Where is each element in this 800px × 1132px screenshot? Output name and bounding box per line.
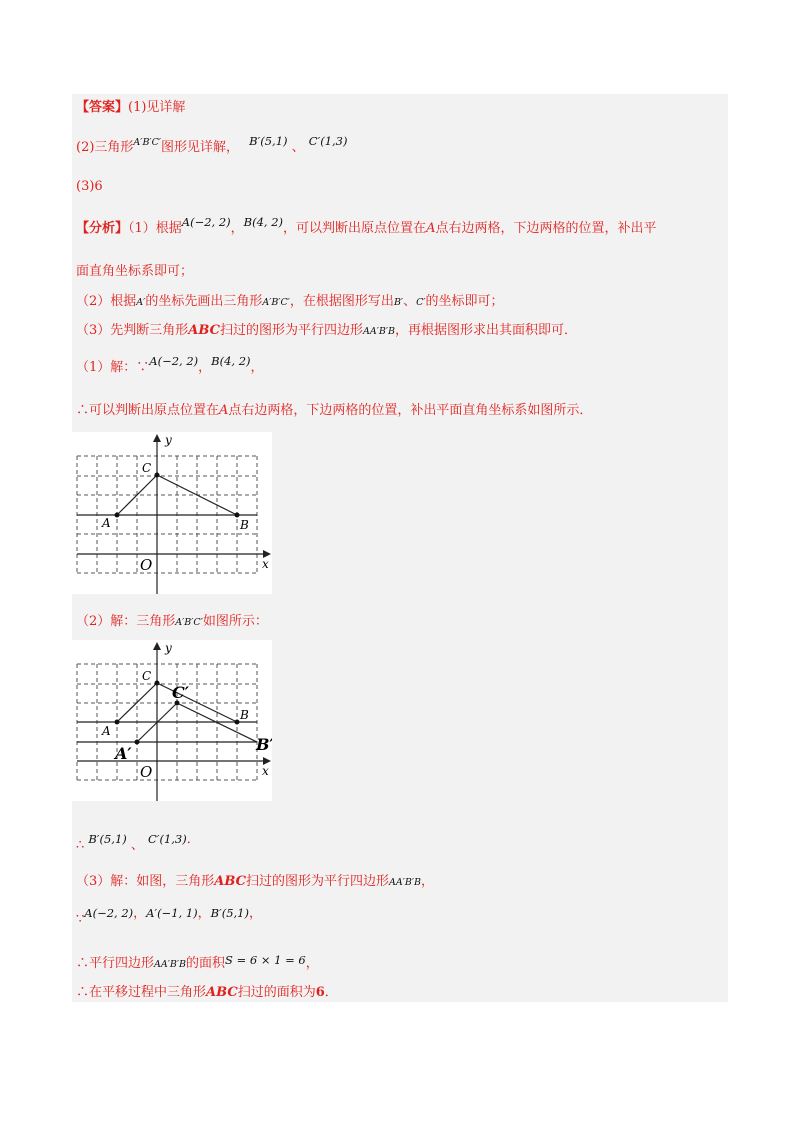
analysis-line-2 (76, 263, 193, 281)
figure-2-b-prime-label: B′ (256, 735, 272, 754)
solution-3-text: 扫过的图形为平行四边形 (245, 874, 389, 889)
figure-1-y-arrow (153, 434, 161, 442)
solution-1-comma: ， (198, 360, 212, 375)
solution-1-point-a: A(−2, 2) (149, 354, 199, 368)
solution-2-end: ． (186, 832, 200, 847)
solution-3-point-a: A(−2, 2) (84, 906, 134, 920)
analysis-p1-text-4: 面直角坐标系即可； (76, 264, 194, 279)
answer-sep: 、 (291, 140, 305, 155)
figure-2-y-arrow (153, 642, 161, 650)
answer-part-2-prefix: (2)三角形 (76, 140, 134, 155)
figure-2-a-prime-label: A′ (115, 744, 132, 763)
solution-3-parallelogram: AA′B′B (388, 877, 421, 888)
solution-3-label: （3）解：如图，三角形 (76, 874, 215, 889)
solution-3-final-triangle: ABC (206, 985, 238, 1000)
solution-2-label: （2）解：三角形 (76, 614, 176, 629)
solution-2-sep: 、 (130, 838, 144, 853)
figure-2-point-a-prime (135, 740, 140, 745)
analysis-point-b: B(4, 2) (243, 215, 284, 229)
analysis-p3-text-3: ，再根据图形求出其面积即可． (394, 323, 577, 338)
analysis-line-4 (76, 322, 577, 341)
solution-1-conclusion-point: A (219, 403, 229, 418)
solution-2-triangle: A′B′C′ (175, 617, 203, 628)
solution-3-point-a-prime: A′(−1, 1) (146, 906, 198, 920)
solution-line-2 (76, 402, 592, 420)
solution-3-triangle: ABC (214, 874, 246, 889)
analysis-p2-text-2: 的坐标先画出三角形 (145, 294, 263, 309)
analysis-p2-text-3: ，在根据图形写出 (289, 294, 394, 309)
analysis-p2-triangle: A′B′C′ (262, 297, 290, 308)
solution-3-comma: ， (420, 874, 434, 889)
analysis-line-1 (76, 215, 657, 238)
because-symbol: ∵ (136, 360, 150, 375)
solution-line-5 (76, 873, 434, 892)
solution-3-final-end: ． (324, 985, 338, 1000)
answer-part-2-mid: 图形见详解， (161, 140, 240, 155)
figure-2-c-prime-label: C′ (172, 683, 189, 702)
answer-triangle: A′B′C′ (133, 137, 162, 148)
answer-part-1: (1)见详解 (128, 100, 186, 115)
figure-1 (72, 432, 272, 594)
analysis-p1-text-3: 点右边两格，下边两格的位置，补出平 (435, 221, 657, 236)
analysis-line-3 (76, 293, 504, 312)
solution-2-point-b: B′(5,1) (88, 832, 127, 846)
figure-1-b-label: B (240, 518, 249, 532)
analysis-p3-triangle: ABC (188, 323, 220, 338)
figure-1-y-label: y (165, 433, 172, 447)
figure-2-x-label: x (262, 764, 269, 778)
answer-part-3: (3)6 (76, 179, 103, 194)
analysis-p2-sep: 、 (403, 294, 417, 309)
figure-2-y-label: y (165, 641, 172, 655)
answer-point-b: B′(5,1) (249, 134, 288, 148)
because-symbol-2: ∵ (76, 912, 85, 927)
solution-3-final-text-2: 扫过的面积为 (237, 985, 316, 1000)
figure-2-a-label: A (102, 724, 111, 738)
solution-2-text: 如图所示： (202, 614, 268, 629)
figure-1-origin-label: O (140, 556, 153, 574)
figure-2-point-a (115, 720, 120, 725)
solution-line-6 (76, 904, 262, 927)
figure-2-c-label: C (142, 669, 152, 683)
answer-label: 【答案】 (76, 100, 129, 115)
analysis-p1-comma: ， (230, 221, 244, 236)
analysis-p1-point: A (426, 221, 436, 236)
figure-2-point-c (155, 681, 160, 686)
analysis-label: 【分析】 (76, 221, 129, 236)
analysis-p2-point-a: A′ (136, 297, 146, 308)
figure-2 (72, 640, 272, 801)
solution-3-area-equation: S = 6 × 1 = 6 (225, 953, 306, 967)
solution-3-area-end: ， (305, 956, 319, 971)
figure-2-origin-label: O (140, 763, 153, 781)
solution-line-4 (76, 830, 200, 853)
analysis-p2-text: （2）根据 (76, 294, 137, 309)
analysis-p2-point-c: C′ (416, 297, 426, 308)
solution-3-final-value: 6 (315, 985, 325, 1000)
solution-3-comma-1: ， (133, 906, 147, 921)
solution-3-end: ， (248, 906, 262, 921)
figure-1-c-label: C (142, 461, 152, 475)
figure-1-point-c (155, 473, 160, 478)
solution-line-8 (76, 984, 338, 1002)
answer-line-2 (76, 134, 348, 158)
figure-1-a-label: A (102, 516, 111, 530)
figure-1-point-b (235, 513, 240, 518)
solution-3-area-text: ∴平行四边形 (76, 956, 155, 971)
solution-line-1 (76, 354, 264, 377)
analysis-p1-text: （1）根据 (128, 221, 182, 236)
figure-2-point-b (235, 720, 240, 725)
solution-1-point-b: B(4, 2) (211, 354, 251, 368)
solution-3-area-text-2: 的面积 (186, 956, 226, 971)
figure-2-svg (72, 640, 272, 801)
solution-3-final-text: ∴在平移过程中三角形 (76, 985, 207, 1000)
solution-2-point-c: C′(1,3) (148, 832, 187, 846)
solution-3-comma-2: ， (197, 906, 211, 921)
therefore-symbol: ∴ (76, 838, 85, 853)
analysis-p2-point-b: B′ (393, 297, 404, 308)
analysis-p2-text-4: 的坐标即可； (425, 294, 504, 309)
analysis-p3-text: （3）先判断三角形 (76, 323, 189, 338)
figure-1-svg (72, 432, 272, 594)
analysis-p3-text-2: 扫过的图形为平行四边形 (219, 323, 363, 338)
figure-2-b-label: B (240, 708, 249, 722)
answer-line-1 (76, 99, 185, 117)
solution-1-end: ， (250, 360, 264, 375)
solution-1-label: （1）解： (76, 360, 137, 375)
analysis-p1-text-2: ，可以判断出原点位置在 (283, 221, 427, 236)
figure-1-point-a (115, 513, 120, 518)
solution-1-conclusion: ∴可以判断出原点位置在 (76, 403, 220, 418)
analysis-point-a: A(−2, 2) (181, 215, 231, 229)
solution-1-conclusion-2: 点右边两格，下边两格的位置，补出平面直角坐标系如图所示． (228, 403, 593, 418)
solution-3-point-b-prime: B′(5,1) (210, 906, 249, 920)
solution-line-7 (76, 954, 319, 974)
figure-1-x-label: x (262, 557, 269, 571)
answer-point-c: C′(1,3) (308, 134, 348, 148)
solution-3-area-parallelogram: AA′B′B (154, 959, 187, 970)
analysis-p3-parallelogram: AA′B′B (362, 326, 395, 337)
solution-line-3 (76, 613, 268, 632)
answer-line-3 (76, 178, 103, 196)
